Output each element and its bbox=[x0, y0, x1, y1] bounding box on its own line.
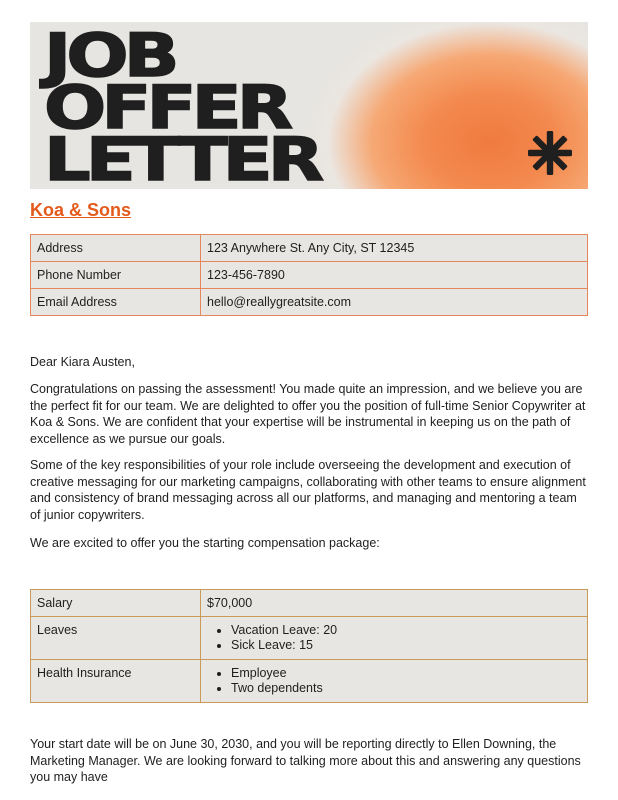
body-paragraph: Your start date will be on June 30, 2030, and you will be reporting directly to Ellen Downing, the Marketing Manager. We are looking forward to talking more about this and answering any questions you may have bbox=[30, 737, 581, 784]
phone-value: 123-456-7890 bbox=[201, 262, 588, 289]
document-title bbox=[44, 22, 320, 189]
body-paragraph: Some of the key responsibilities of your role include overseeing the development and execution of creative messaging for our marketing campaigns, collaborating with other teams to ensure alignment and consistency of brand messaging across all our platforms, and managing and mentoring a team of junior copywriters. bbox=[30, 458, 586, 522]
asterisk-icon bbox=[526, 129, 574, 177]
title-line: LETTER bbox=[44, 125, 320, 189]
table-row bbox=[31, 590, 588, 617]
title-line: OFFER bbox=[44, 73, 289, 143]
address-label: Address bbox=[31, 235, 201, 262]
list-item: • Employee bbox=[231, 666, 581, 681]
table-row bbox=[31, 660, 588, 703]
leaves-label: Leaves bbox=[31, 617, 201, 660]
body-paragraph: We are excited to offer you the starting compensation package: bbox=[30, 536, 380, 550]
salary-value: $70,000 bbox=[201, 590, 588, 617]
health-insurance-label: Health Insurance bbox=[31, 660, 201, 703]
table-row bbox=[31, 289, 588, 316]
salary-label: Salary bbox=[31, 590, 201, 617]
title-line: JOB bbox=[44, 22, 175, 91]
health-insurance-value bbox=[201, 660, 588, 703]
table-row bbox=[31, 617, 588, 660]
body-paragraph: Congratulations on passing the assessment! You made quite an impression, and we believe you are the perfect fit for our team. We are delighted to offer you the position of full-time Senior Copywriter at Koa & Sons. We are confident that your expertise will be instrumental in keeping us on the path of excellence as we pursue our goals. bbox=[30, 382, 586, 446]
list-item: • Sick Leave: 15 bbox=[231, 638, 581, 653]
contact-table bbox=[30, 234, 588, 316]
email-label: Email Address bbox=[31, 289, 201, 316]
company-name: Koa & Sons bbox=[30, 200, 132, 220]
leaves-value bbox=[201, 617, 588, 660]
list-item: • Vacation Leave: 20 bbox=[231, 623, 581, 638]
list-item: • Two dependents bbox=[231, 681, 581, 696]
address-value: 123 Anywhere St. Any City, ST 12345 bbox=[201, 235, 588, 262]
greeting: Dear Kiara Austen, bbox=[30, 355, 135, 369]
phone-label: Phone Number bbox=[31, 262, 201, 289]
compensation-table bbox=[30, 589, 588, 703]
table-row bbox=[31, 262, 588, 289]
table-row bbox=[31, 235, 588, 262]
header-banner bbox=[30, 22, 588, 189]
email-value: hello@reallygreatsite.com bbox=[201, 289, 588, 316]
